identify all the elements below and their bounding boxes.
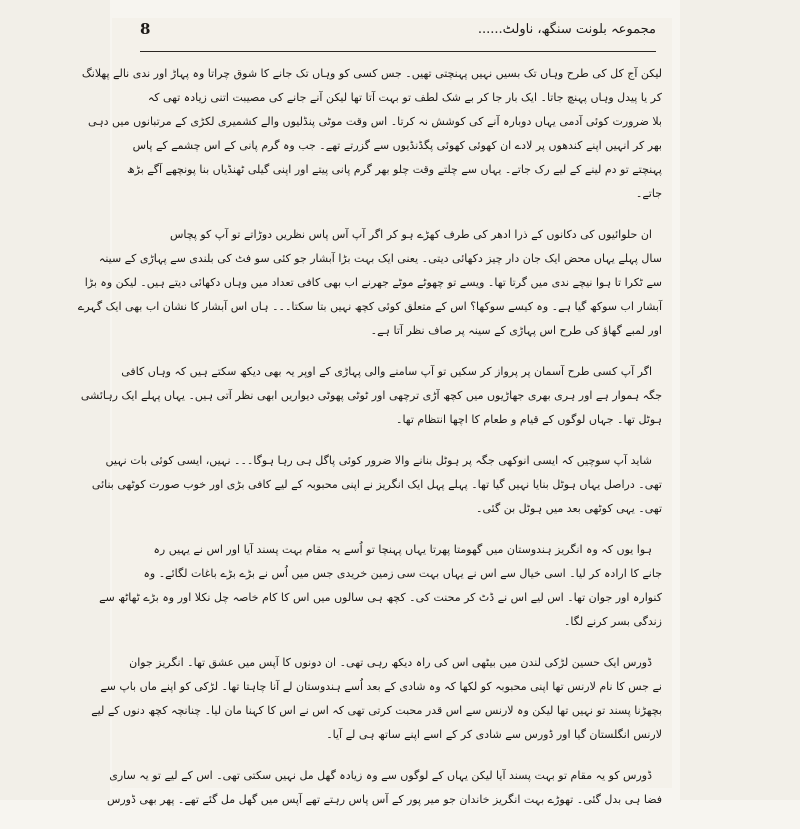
running-header-title: مجموعہ بلونت سنگھ، ناولٹ...... xyxy=(477,22,656,37)
paragraph xyxy=(80,360,662,432)
text-line: زندگی بسر کرنے لگا۔ xyxy=(563,615,662,628)
page-margin-right xyxy=(680,0,800,800)
text-line: جگہ ہموار ہے اور ہری بھری جھاڑیوں میں کچھ آڑی ترچھی اور ٹوٹی پھوٹی دیواریں ابھی نظر آتی ہیں۔ یہاں پہلے ایک رہائشی xyxy=(80,389,662,402)
text-line: آبشار اب سوکھ گیا ہے۔ وہ کیسے سوکھا؟ اس کے متعلق کوئی کچھ نہیں بتا سکتا۔۔۔ ہاں اس آبشار کا نشان اب بھی ایک گہرے xyxy=(77,300,662,313)
page-body xyxy=(77,62,662,829)
paragraph xyxy=(91,651,662,747)
text-line: جانے کا ارادہ کر لیا۔ اسی خیال سے اس نے یہاں بہت سی زمین خریدی جس میں اُس نے بڑے بڑے باغات لگائے۔ وہ xyxy=(143,567,662,580)
text-line: سے ٹکرا تا ہوا نیچے ندی میں گرتا تھا۔ ویسے تو چھوٹے موٹے جھرنے اب بھی کافی تعداد میں وہاں دکھائی دیتے ہیں۔ لیکن وہ بڑا xyxy=(84,276,662,289)
text-line: ڈورس ایک حسین لڑکی لندن میں بیٹھی اس کی راہ دیکھ رہی تھی۔ ان دونوں کا آپس میں عشق تھا۔ انگریز جوان xyxy=(129,656,652,669)
paragraph xyxy=(81,62,662,206)
paragraph xyxy=(91,449,662,521)
text-line: ہوٹل تھا۔ جہاں لوگوں کے قیام و طعام کا اچھا انتظام تھا۔ xyxy=(396,413,662,426)
text-line: نے جس کا نام لارنس تھا اپنی محبوبہ کو لکھا کہ وہ شادی کے بعد اُسے ہندوستان لے آنا چاہتا تھا۔ لڑکی کو اپنے ماں باپ سے xyxy=(100,680,662,693)
text-line: جاتے۔ xyxy=(635,187,662,200)
paragraph xyxy=(77,223,662,343)
text-line: اور لمبے گھاؤ کی طرح اس پہاڑی کے سینہ پر صاف نظر آتا ہے۔ xyxy=(370,324,662,337)
text-line: فضا ہی بدل گئی۔ تھوڑے بہت انگریز خاندان جو میر پور کے آس پاس رہتے تھے آپس میں گھل مل گئے تھے۔ پھر بھی ڈورس xyxy=(106,793,662,806)
paragraph xyxy=(99,538,662,634)
text-line: کر یا پیدل وہاں پہنچ جاتا۔ ایک بار جا کر بے شک لطف تو بہت آتا تھا لیکن آنے جانے کی مصیبت اتنی زیادہ تھی کہ xyxy=(147,91,662,104)
text-line: تھی۔ یہی کوٹھی بعد میں ہوٹل بن گئی۔ xyxy=(476,502,662,515)
paragraph xyxy=(106,764,662,812)
page-header xyxy=(140,18,656,52)
text-line: بھر کر انہیں اپنے کندھوں پر لادے ان کھوئی کھوئی پگڈنڈیوں سے گزرتے تھے۔ جب وہ گرم پانی کے اس چشمے کے پاس xyxy=(132,139,662,152)
scan-mark xyxy=(150,774,166,788)
text-line: بچھڑنا پسند تو نہیں تھا لیکن وہ لارنس سے اس قدر محبت کرتی تھی کہ اس نے اس کا کہنا مان لیا۔ چنانچہ کچھ دنوں کے لیے xyxy=(91,704,662,717)
text-line: تھی۔ دراصل یہاں ہوٹل بنایا نہیں گیا تھا۔ پہلے پہل ایک انگریز نے اپنی محبوبہ کے لیے کافی بڑی اور خوب صورت کوٹھی بنائی xyxy=(91,478,662,491)
text-line: اگر آپ کسی طرح آسمان پر پرواز کر سکیں تو آپ سامنے والی پہاڑی کے اوپر یہ بھی دیکھ سکتے ہیں کہ وہاں کافی xyxy=(121,365,652,378)
text-line: ڈورس کو یہ مقام تو بہت پسند آیا لیکن یہاں کے لوگوں سے وہ زیادہ گھل مل نہیں سکتی تھی۔ اس کے لیے تو یہ ساری xyxy=(109,769,652,782)
header-divider xyxy=(140,51,656,52)
text-line: ان حلوائیوں کی دکانوں کے ذرا ادھر کی طرف کھڑے ہو کر اگر آپ آس پاس نظریں دوڑاتے تو آپ کو پچاس xyxy=(169,228,652,241)
text-line: لیکن آج کل کی طرح وہاں تک بسیں نہیں پہنچتی تھیں۔ جس کسی کو وہاں تک جانے کا شوق چراتا وہ پہاڑ اور ندی نالے پھلانگ xyxy=(81,67,662,80)
text-line: سال پہلے یہاں محض ایک جان دار چیز دکھائی دیتی۔ یعنی ایک بہت بڑا آبشار جو کئی سو فٹ کی بلندی سے پہاڑی کے سینہ xyxy=(98,252,662,265)
text-line: کنوارہ اور جوان تھا۔ اس لیے اس نے ڈٹ کر محنت کی۔ کچھ ہی سالوں میں اس کا کام خاصہ چل نکلا اور وہ بڑے ٹھاٹھ سے xyxy=(99,591,662,604)
page-number: 8 xyxy=(140,20,151,38)
text-line: پہنچتے تو دم لینے کے لیے رک جاتے۔ یہاں سے چلتے وقت چلو بھر گرم پانی پیتے اور اپنی گیلی ٹھنڈیاں بنا پونچھے آگے بڑھ xyxy=(126,163,662,176)
text-line: ہوا یوں کہ وہ انگریز ہندوستان میں گھومتا پھرتا یہاں پہنچا تو اُسے یہ مقام بہت پسند آیا اور اس نے یہیں رہ xyxy=(153,543,652,556)
text-line: لارنس انگلستان گیا اور ڈورس سے شادی کر کے اسے اپنے ساتھ ہی لے آیا۔ xyxy=(326,728,662,741)
text-line: شاید آپ سوچیں کہ ایسی انوکھی جگہ پر ہوٹل بنانے والا ضرور کوئی پاگل ہی رہا ہوگا۔۔۔ نہیں، ایسی کوئی بات نہیں xyxy=(105,454,652,467)
text-line: بلا ضرورت کوئی آدمی یہاں دوبارہ آنے کی کوشش نہ کرتا۔ اس وقت موٹی پنڈلیوں والے کشمیری لکڑی کے مرتبانوں میں دہی xyxy=(88,115,662,128)
